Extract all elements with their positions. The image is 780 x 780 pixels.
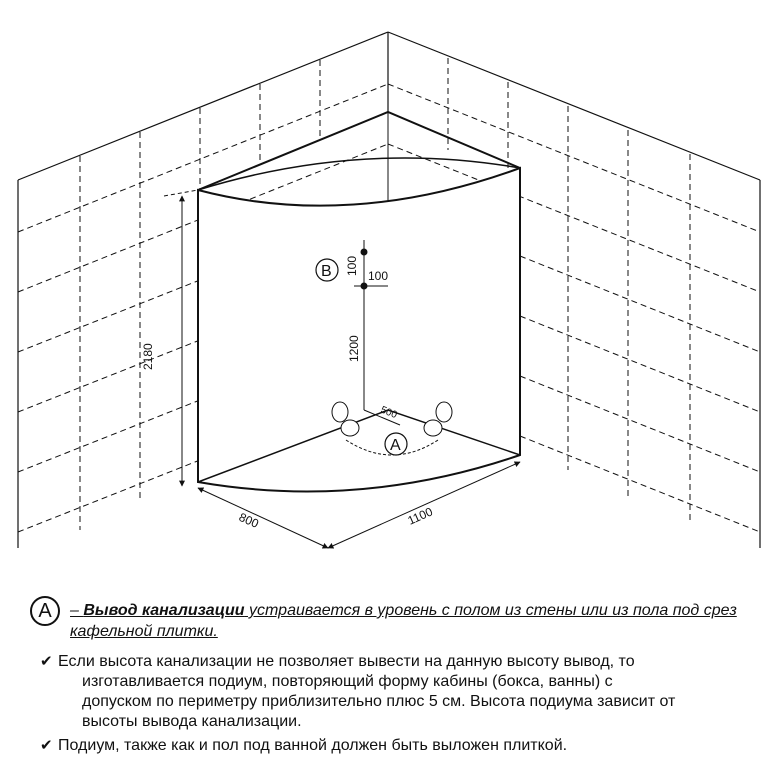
drain-note <box>70 600 770 642</box>
drain-a-marker <box>385 433 407 455</box>
drain-note-text: устраивается в уровень с полом из стены или из пола под срез кафельной плитки. <box>70 602 737 640</box>
podium-note-line-3: допуском по периметру приблизительно плюс 5 см. Высота подиума зависит от <box>82 693 676 710</box>
outlet-horizontal-spacing: 100 <box>368 269 389 283</box>
checkmark-icon: ✔ <box>40 653 53 670</box>
shower-cabin-outline <box>198 112 520 491</box>
tile-note-text: Подиум, также как и пол под ванной должен быть выложен плиткой. <box>58 737 568 754</box>
drain-a-badge: A <box>30 596 60 626</box>
drain-note-title: Вывод канализации <box>83 602 245 619</box>
outlet-vertical-spacing: 100 <box>345 255 359 276</box>
podium-note-line-4: высоты вывода канализации. <box>82 713 302 730</box>
width-left-label: 800 <box>236 509 261 531</box>
outlet-b-marker <box>316 259 338 281</box>
height-dimension-label: 2180 <box>141 343 155 370</box>
checkmark-icon: ✔ <box>40 737 53 754</box>
height-dimension <box>164 190 198 486</box>
drain-offset-label: 500 <box>378 404 399 422</box>
podium-note-line-2: изготавливается подиум, повторяющий форму кабины (бокса, ванны) с <box>82 673 613 690</box>
width-right-label: 1100 <box>405 504 435 528</box>
outlet-height-label: 1200 <box>347 335 361 362</box>
outlet-b-letter: B <box>321 263 332 280</box>
drain-note-dash: – <box>70 602 84 619</box>
installation-notes <box>0 590 780 780</box>
podium-note-line-1: Если высота канализации не позволяет вывести на данную высоту вывод, то <box>58 653 635 670</box>
drain-a-letter: A <box>390 437 401 454</box>
